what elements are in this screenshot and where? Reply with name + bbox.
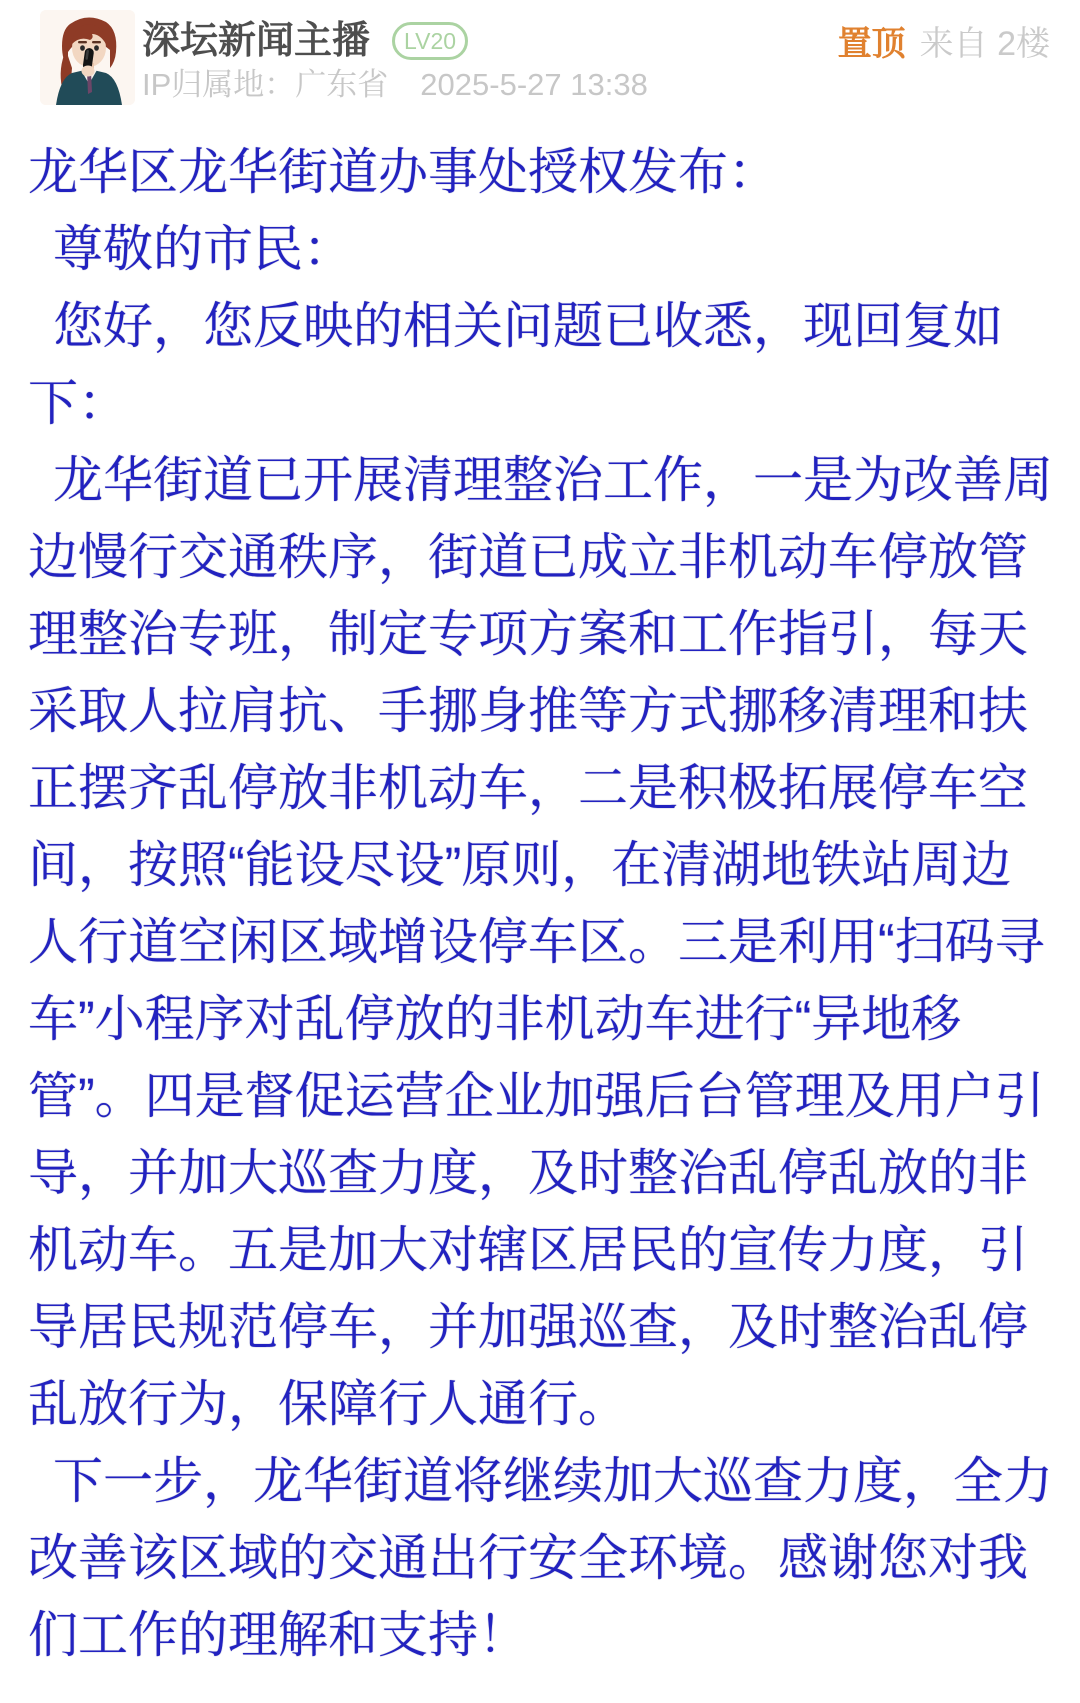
floor-link[interactable]: 来自 2楼 [919, 25, 1050, 63]
body-text-line: 导居民规范停车，并加强巡查，及时整治乱停 [28, 1299, 1028, 1355]
post-body-text [28, 134, 1060, 1674]
body-text-line: 下： [28, 375, 128, 431]
post-meta [142, 66, 648, 104]
body-text-line: 正摆齐乱停放非机动车，二是积极拓展停车空 [28, 760, 1028, 816]
ip-location: IP归属地：广东省 [142, 67, 389, 102]
body-text-line: 边慢行交通秩序，街道已成立非机动车停放管 [28, 529, 1028, 585]
body-text-line: 您好，您反映的相关问题已收悉，现回复如 [28, 298, 1003, 354]
post-flags [838, 16, 1050, 65]
username[interactable]: 深坛新闻主播 [142, 19, 371, 62]
body-text-line: 尊敬的市民： [28, 221, 353, 277]
timestamp: 2025-5-27 13:38 [420, 67, 648, 102]
body-text-line: 改善该区域的交通出行安全环境。感谢您对我 [28, 1530, 1028, 1586]
body-text-line: 机动车。五是加大对辖区居民的宣传力度，引 [28, 1222, 1028, 1278]
body-text-line: 导，并加大巡查力度，及时整治乱停乱放的非 [28, 1145, 1028, 1201]
body-text-line: 理整治专班，制定专项方案和工作指引，每天 [28, 606, 1028, 662]
level-badge: LV20 [392, 22, 468, 60]
body-text-line: 龙华区龙华街道办事处授权发布： [28, 144, 778, 200]
body-text-line: 们工作的理解和支持！ [28, 1607, 528, 1663]
body-text-line: 乱放行为，保障行人通行。 [28, 1376, 628, 1432]
news-anchor-avatar-icon [40, 10, 135, 105]
name-row [142, 16, 1050, 65]
body-text-line: 龙华街道已开展清理整治工作，一是为改善周 [28, 452, 1053, 508]
pinned-badge: 置顶 [837, 25, 906, 63]
body-text-line: 人行道空闲区域增设停车区。三是利用“扫码寻 [28, 914, 1045, 970]
body-text-line: 管”。四是督促运营企业加强后台管理及用户引 [28, 1068, 1045, 1124]
user-avatar[interactable] [40, 10, 135, 105]
body-text-line: 车”小程序对乱停放的非机动车进行“异地移 [28, 991, 962, 1047]
body-text-line: 采取人拉肩抗、手挪身推等方式挪移清理和扶 [28, 683, 1028, 739]
post-header [0, 0, 1080, 130]
body-text-line: 间，按照“能设尽设”原则，在清湖地铁站周边 [28, 837, 1012, 893]
body-text-line: 下一步，龙华街道将继续加大巡查力度，全力 [28, 1453, 1053, 1509]
